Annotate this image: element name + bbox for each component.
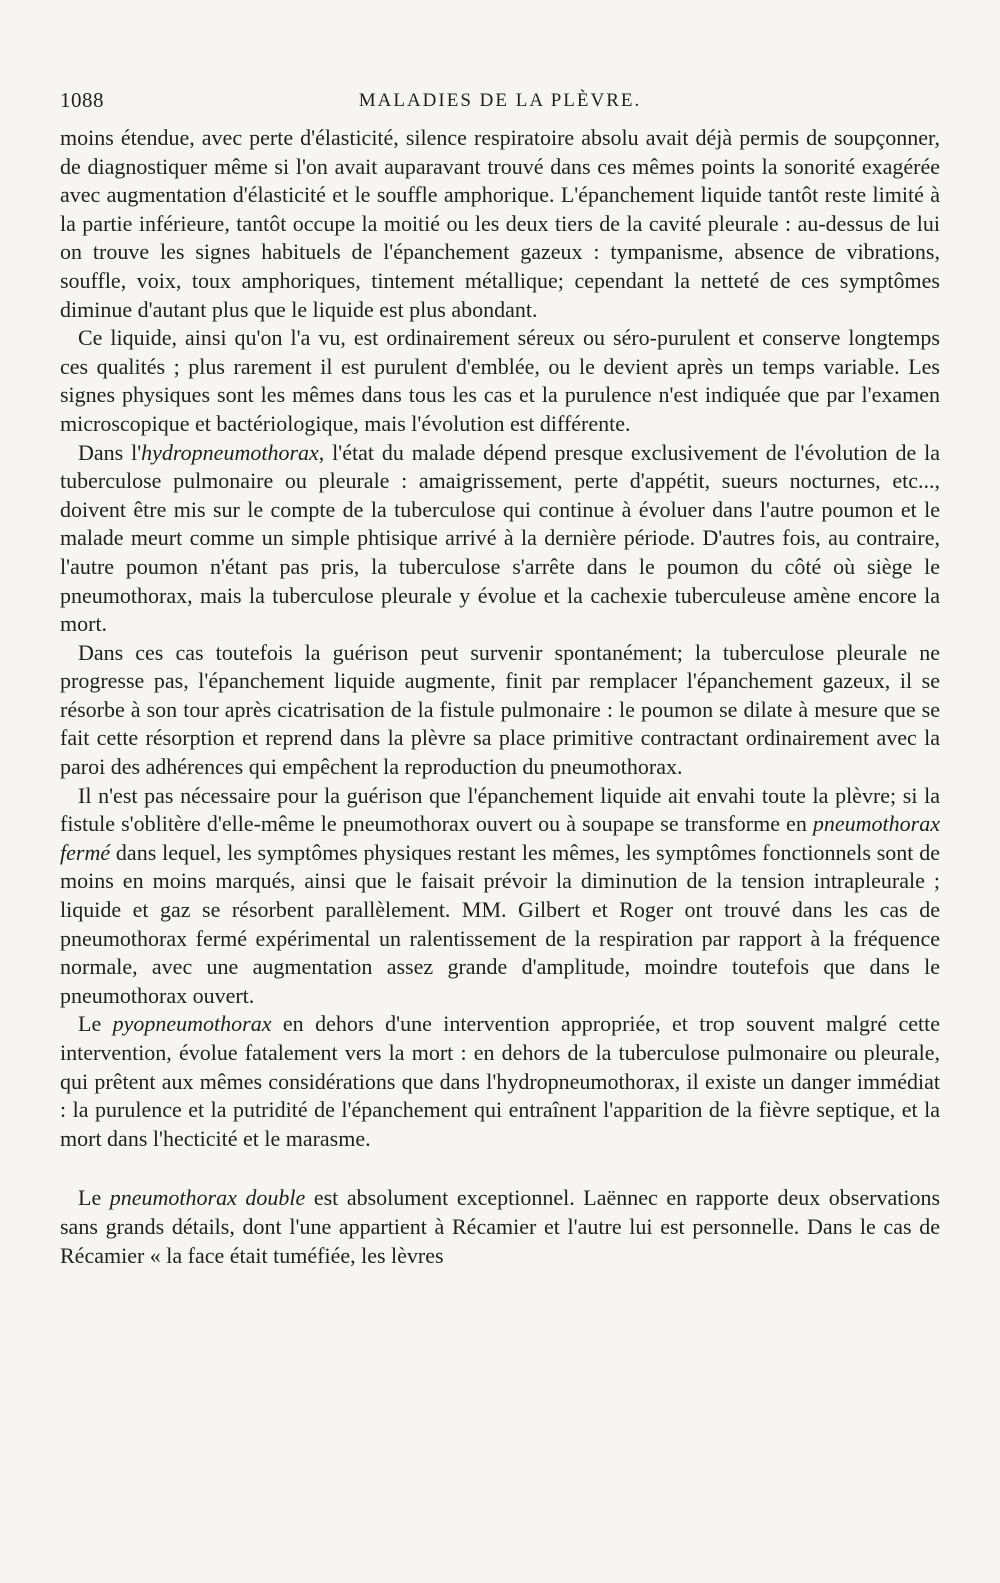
- paragraph-1: [60, 124, 940, 324]
- text-run: moins étendue, avec perte d'élasticité, silence respiratoire absolu avait déjà permis de soupçonner, de diagnostiquer même si l'on avait auparavant trouvé dans ces mêmes points la sonorité exagérée avec augmentation d'élasticité et le souffle amphorique. L'épanchement liquide tantôt reste limité à la partie inférieure, tantôt occupe la moitié ou les deux tiers de la cavité pleurale : au-dessus de lui on trouve les signes habituels de l'épanchement gazeux : tympanisme, absence de vibrations, souffle, voix, toux amphoriques, tintement métallique; cependant la netteté de ces symptômes diminue d'autant plus que le liquide est plus abondant.: [60, 125, 940, 322]
- text-run: Il n'est pas nécessaire pour la guérison que l'épanchement liquide ait envahi toute la plèvre; si la fistule s'oblitère d'elle-même le pneumothorax ouvert ou à soupape se transforme en: [60, 782, 940, 837]
- body-text: [60, 124, 940, 1270]
- paragraph-6: [60, 1010, 940, 1153]
- paragraph-4: [60, 639, 940, 782]
- italic-term: pneumothorax double: [109, 1185, 306, 1211]
- italic-term: pyopneumothorax: [112, 1011, 272, 1037]
- text-run: Le: [78, 1185, 110, 1211]
- italic-term: hydropneumothorax: [141, 439, 319, 465]
- text-run: Dans l': [78, 439, 142, 465]
- page-header: [60, 88, 940, 118]
- text-run: dans lequel, les symptômes physiques restant les mêmes, les symptômes fonctionnels sont de moins en moins marqués, ainsi que le faisait prévoir la diminution de la tension intrapleurale ; liquide et gaz se résorbent parallèlement. MM. Gilbert et Roger ont trouvé dans les cas de pneumothorax fermé expérimental un ralentissement de la respiration par rapport à la fréquence normale, avec une augmentation assez grande d'amplitude, moindre toutefois que dans le pneumothorax ouvert.: [60, 839, 940, 1008]
- paragraph-7: [60, 1184, 940, 1270]
- text-run: est absolument exceptionnel. Laënnec en rapporte deux observations sans grands détails, dont l'une appartient à Récamier et l'autre lui est personnelle. Dans le cas de Récamier « la face était tuméfiée, les lèvres: [60, 1185, 941, 1268]
- paragraph-2: [60, 324, 940, 438]
- paragraph-3: [60, 439, 940, 639]
- running-title: MALADIES DE LA PLÈVRE.: [358, 90, 642, 111]
- text-run: Ce liquide, ainsi qu'on l'a vu, est ordinairement séreux ou séro-purulent et conserve longtemps ces qualités ; plus rarement il est purulent d'emblée, ou le devient après un temps variable. Les signes physiques sont les mêmes dans tous les cas et la purulence n'est indiquée que par l'examen microscopique et bactériologique, mais l'évolution est différente.: [60, 325, 940, 436]
- text-run: en dehors d'une intervention appropriée, et trop souvent malgré cette intervention, évolue fatalement vers la mort : en dehors de la tuberculose pulmonaire ou pleurale, qui prêtent aux mêmes considérations que dans l'hydropneumothorax, il existe un danger immédiat : la purulence et la putridité de l'épanchement qui entraînent l'apparition de la fièvre septique, et la mort dans l'hecticité et le marasme.: [60, 1011, 940, 1151]
- text-run: Dans ces cas toutefois la guérison peut survenir spontanément; la tuberculose pleurale ne progresse pas, l'épanchement liquide augmente, finit par remplacer l'épanchement gazeux, il se résorbe à son tour après cicatrisation de la fistule pulmonaire : le poumon se dilate à mesure que se fait cette résorption et reprend dans la plèvre sa place primitive contractant ordinairement avec la paroi des adhérences qui empêchent la reproduction du pneumothorax.: [60, 639, 940, 780]
- text-run: Le: [78, 1011, 113, 1037]
- italic-term: pneumothorax fermé: [60, 811, 940, 865]
- paragraph-5: [60, 782, 940, 1011]
- text-run: , l'état du malade dépend presque exclusivement de l'évolution de la tuberculose pulmonaire ou pleurale : amaigrissement, perte d'appétit, sueurs nocturnes, etc..., doivent être mis sur le compte de la tuberculose qui continue à évoluer dans l'autre poumon et le malade meurt comme un simple phtisique arrivé à la dernière période. D'autres fois, au contraire, l'autre poumon n'étant pas pris, la tuberculose s'arrête dans le poumon du côté où siège le pneumothorax, mais la tuberculose pleurale y évolue et la cachexie tuberculeuse amène encore la mort.: [60, 439, 940, 637]
- page-number: 1088: [60, 88, 104, 112]
